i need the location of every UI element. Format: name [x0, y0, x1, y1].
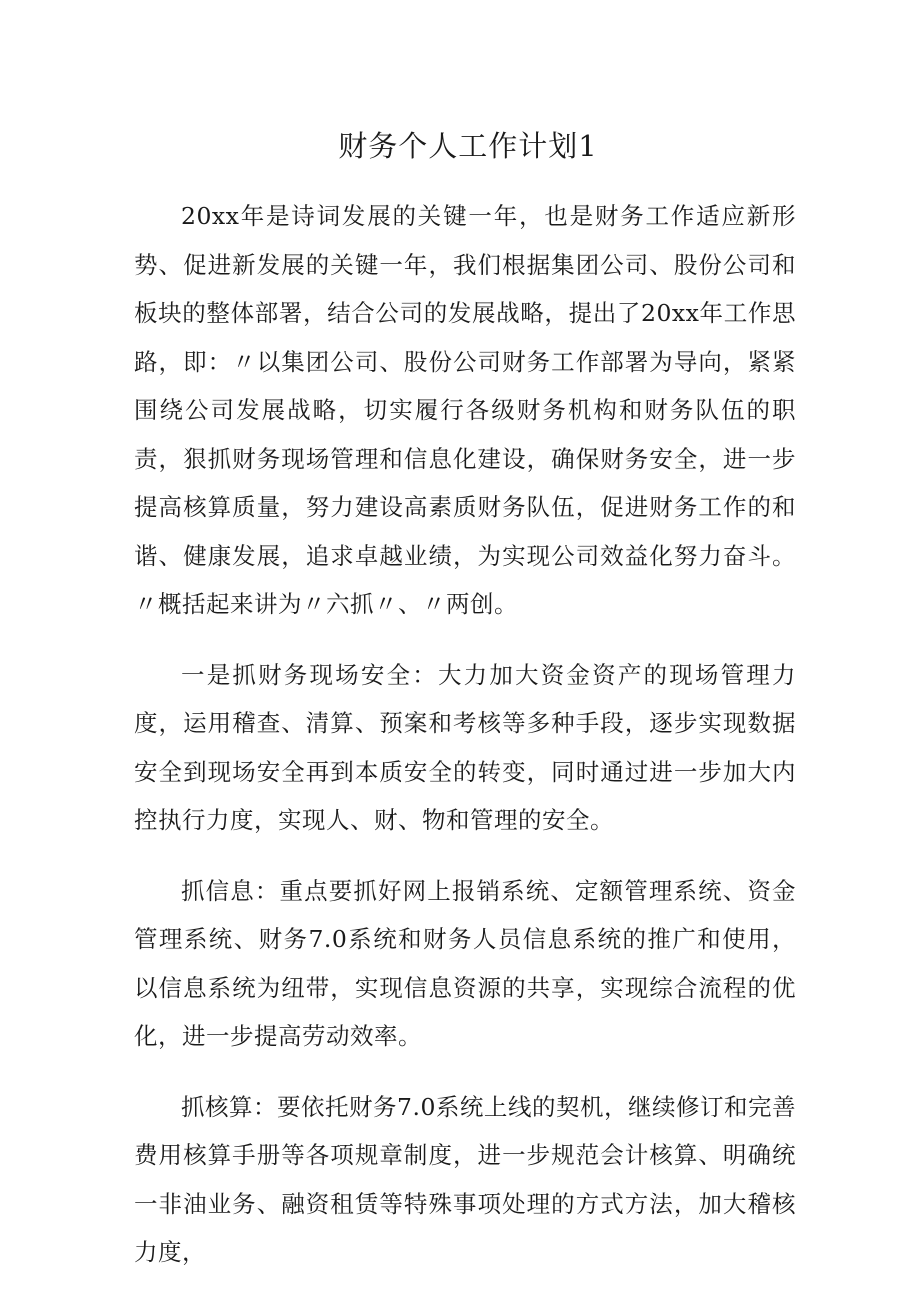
- paragraph-information: 抓信息：重点要抓好网上报销系统、定额管理系统、资金管理系统、财务7.0系统和财务人员信息系统的推广和使用，以信息系统为纽带，实现信息资源的共享，实现综合流程的优化，进一步提高劳动效率。: [134, 876, 796, 1050]
- paragraph-site-safety: 一是抓财务现场安全：大力加大资金资产的现场管理力度，运用稽查、清算、预案和考核等多种手段，逐步实现数据安全到现场安全再到本质安全的转变，同时通过进一步加大内控执行力度，实现人、财、物和管理的安全。: [134, 660, 796, 834]
- document-title: 财务个人工作计划1: [338, 129, 598, 163]
- paragraph-intro: 20xx年是诗词发展的关键一年，也是财务工作适应新形势、促进新发展的关键一年，我们根据集团公司、股份公司和板块的整体部署，结合公司的发展战略，提出了20xx年工作思路，即：〃以集团公司、股份公司财务工作部署为导向，紧紧围绕公司发展战略，切实履行各级财务机构和财务队伍的职责，狠抓财务现场管理和信息化建设，确保财务安全，进一步提高核算质量，努力建设高素质财务队伍，促进财务工作的和谐、健康发展，追求卓越业绩，为实现公司效益化努力奋斗。〃概括起来讲为〃六抓〃、〃两创。: [134, 202, 796, 618]
- paragraph-accounting: 抓核算：要依托财务7.0系统上线的契机，继续修订和完善费用核算手册等各项规章制度，进一步规范会计核算、明确统一非油业务、融资租赁等特殊事项处理的方式方法，加大稽核力度，: [134, 1092, 796, 1266]
